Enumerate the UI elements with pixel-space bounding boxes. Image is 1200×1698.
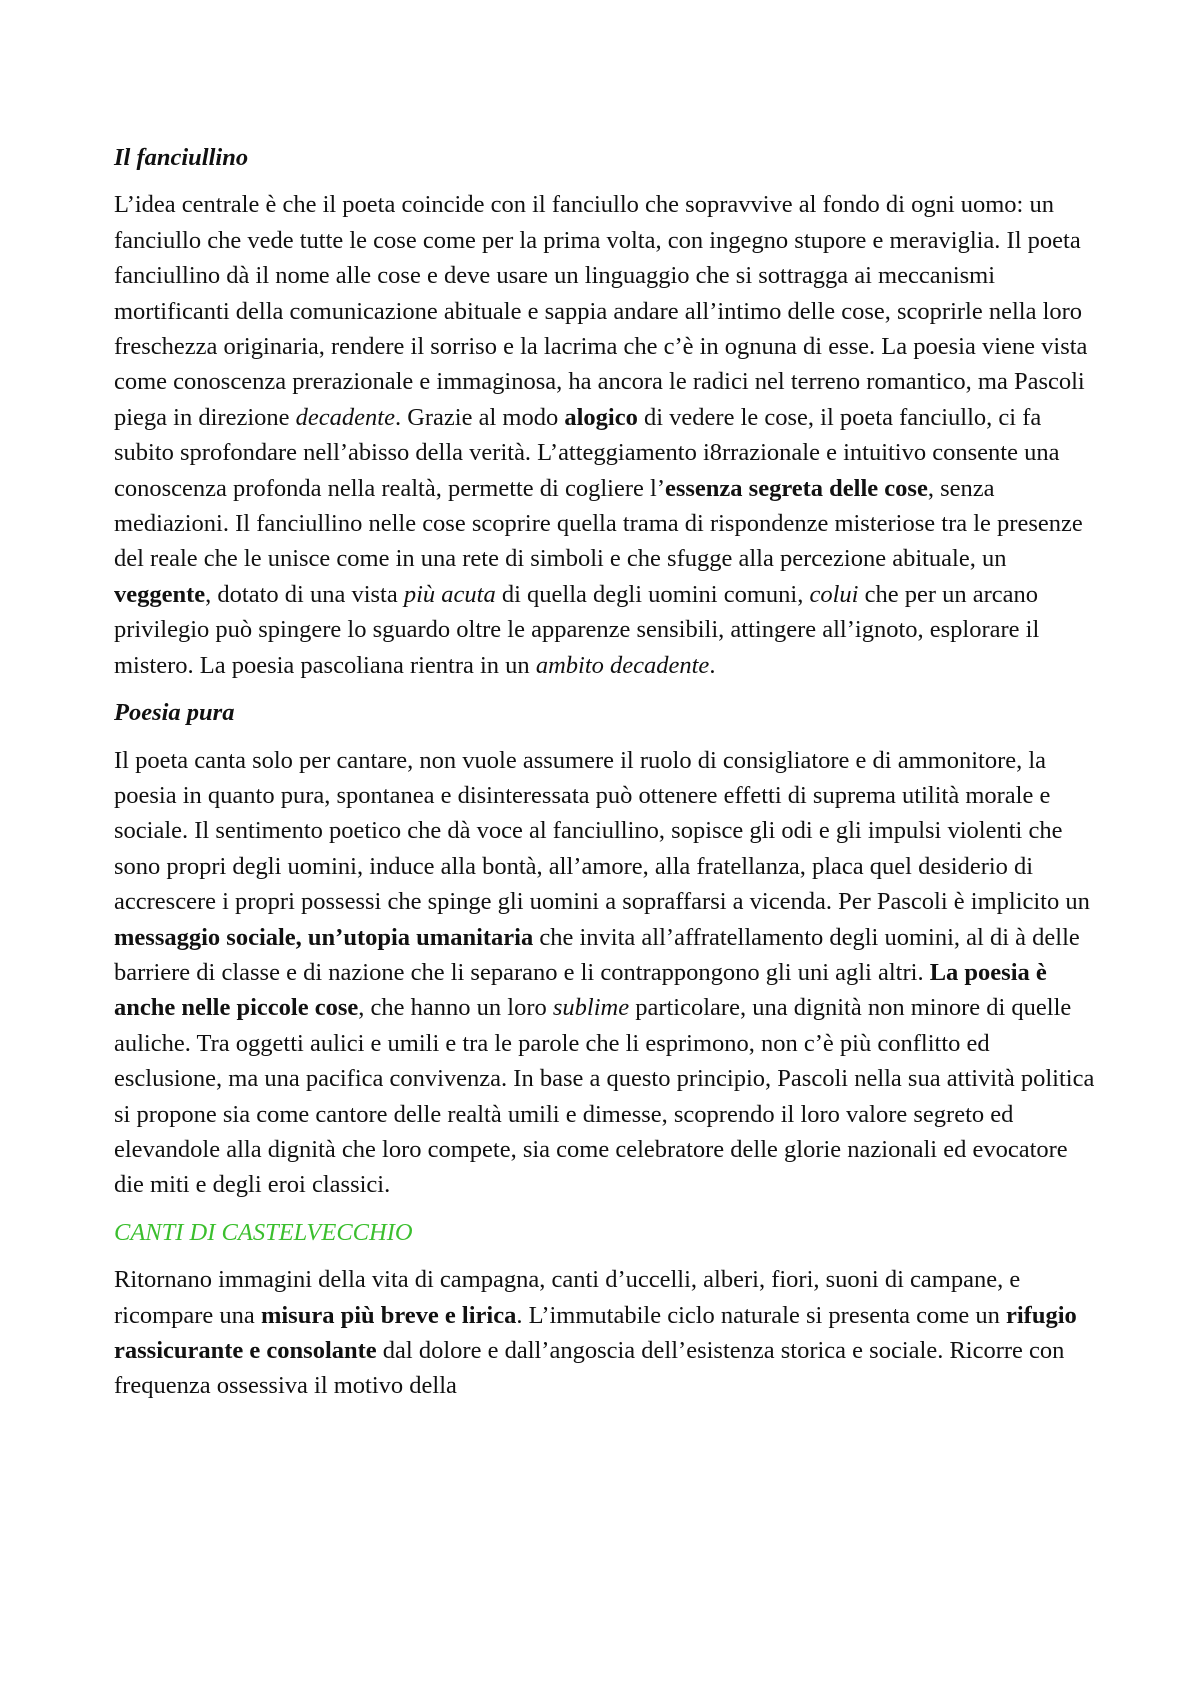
- italic-text: ambito decadente: [535, 651, 710, 679]
- document-page: [114, 140, 1099, 1416]
- paragraph-text: . Grazie al modo: [394, 403, 565, 431]
- italic-text: più acuta: [403, 580, 496, 608]
- heading-fanciullino: Il fanciullino: [114, 144, 249, 171]
- italic-text: colui: [809, 580, 859, 608]
- bold-text: alogico: [564, 403, 638, 431]
- paragraph-text: L’idea centrale è che il poeta coincide con il fanciullo che sopravvive al fondo di ogni uomo: un fanciullo che vede tutte le cose come per la prima volta, con ingegno stupore e meraviglia. Il poeta fanciullino dà il nome alle cose e deve usare un linguaggio che si sottragga ai meccanismi mortificanti della comunicazione abituale e sappia andare all’intimo delle cose, scoprirle nella loro freschezza originaria, rendere il sorriso e la lacrima che c’è in ognuna di esse. La poesia viene vista come conoscenza prerazionale e immaginosa, ha ancora le radici nel terreno romantico, ma Pascoli piega in direzione: [114, 191, 1088, 431]
- paragraph-fanciullino: [114, 187, 1099, 683]
- bold-text: essenza segreta delle cose: [664, 474, 928, 502]
- paragraph-text: di quella degli uomini comuni,: [495, 580, 810, 608]
- paragraph-text: , che hanno un loro: [358, 994, 553, 1022]
- bold-text: veggente: [114, 580, 206, 608]
- paragraph-text: , senza mediazioni. Il fanciullino nelle cose scoprire quella trama di rispondenze misteriose tra le presenze del reale che le unisce come in una rete di simboli e che sfugge alla percezione abituale, un: [114, 474, 1083, 573]
- paragraph-text: di vedere le cose, il poeta fanciullo, ci fa subito sprofondare nell’abisso della verità. L’atteggiamento i8rrazionale e intuitivo consente una conoscenza profonda nella realtà, permette di cogliere l’: [114, 403, 1060, 502]
- paragraph-text: .: [709, 651, 716, 679]
- paragraph-text: , dotato di una vista: [205, 580, 404, 608]
- paragraph-text: . L’immutabile ciclo naturale si presenta come un: [516, 1301, 1006, 1329]
- paragraph-text: che per un arcano privilegio può spingere lo sguardo oltre le apparenze sensibili, attingere all’ignoto, esplorare il mistero. La poesia pascoliana rientra in un: [114, 580, 1040, 679]
- paragraph-text: particolare, una dignità non minore di quelle auliche. Tra oggetti aulici e umili e tra le parole che li esprimono, non c’è più conflitto ed esclusione, ma una pacifica convivenza. In base a questo principio, Pascoli nella sua attività politica si propone sia come cantore delle realtà umili e dimesse, scoprendo il loro valore segreto ed elevandole alla dignità che loro compete, sia come celebratore delle glorie nazionali ed evocatore die miti e degli eroi classici.: [114, 994, 1095, 1199]
- paragraph-poesia-pura: [114, 743, 1099, 1203]
- italic-text: sublime: [552, 994, 630, 1022]
- bold-text: rifugio rassicurante e consolante: [114, 1301, 1077, 1364]
- italic-text: decadente: [295, 403, 395, 431]
- heading-poesia-pura: Poesia pura: [114, 699, 235, 727]
- paragraph-canti-di-castelvecchio: [114, 1262, 1099, 1404]
- paragraph-text: Ritornano immagini della vita di campagna, canti d’uccelli, alberi, fiori, suoni di campane, e ricompare una: [114, 1266, 1021, 1329]
- paragraph-text: dal dolore e dall’angoscia dell’esistenza storica e sociale. Ricorre con frequenza ossessiva il motivo della: [114, 1337, 1065, 1400]
- paragraph-text: Il poeta canta solo per cantare, non vuole assumere il ruolo di consigliatore e di ammonitore, la poesia in quanto pura, spontanea e disinteressata può ottenere effetti di suprema utilità morale e sociale. Il sentimento poetico che dà voce al fanciullino, sopisce gli odi e gli impulsi violenti che sono propri degli uomini, induce alla bontà, all’amore, alla fratellanza, placa quel desiderio di accrescere i propri possessi che spinge gli uomini a sopraffarsi a vicenda. Per Pascoli è implicito un: [114, 746, 1090, 916]
- bold-text: messaggio sociale, un’utopia umanitaria: [114, 923, 534, 951]
- heading-canti-di-castelvecchio: CANTI DI CASTELVECCHIO: [114, 1218, 413, 1246]
- bold-text: La poesia è anche nelle piccole cose: [114, 958, 1047, 1022]
- bold-text: misura più breve e lirica: [260, 1301, 517, 1329]
- paragraph-text: che invita all’affratellamento degli uomini, al di à delle barriere di classe e di nazione che li separano e li contrappongono gli uni agli altri.: [114, 923, 1080, 986]
